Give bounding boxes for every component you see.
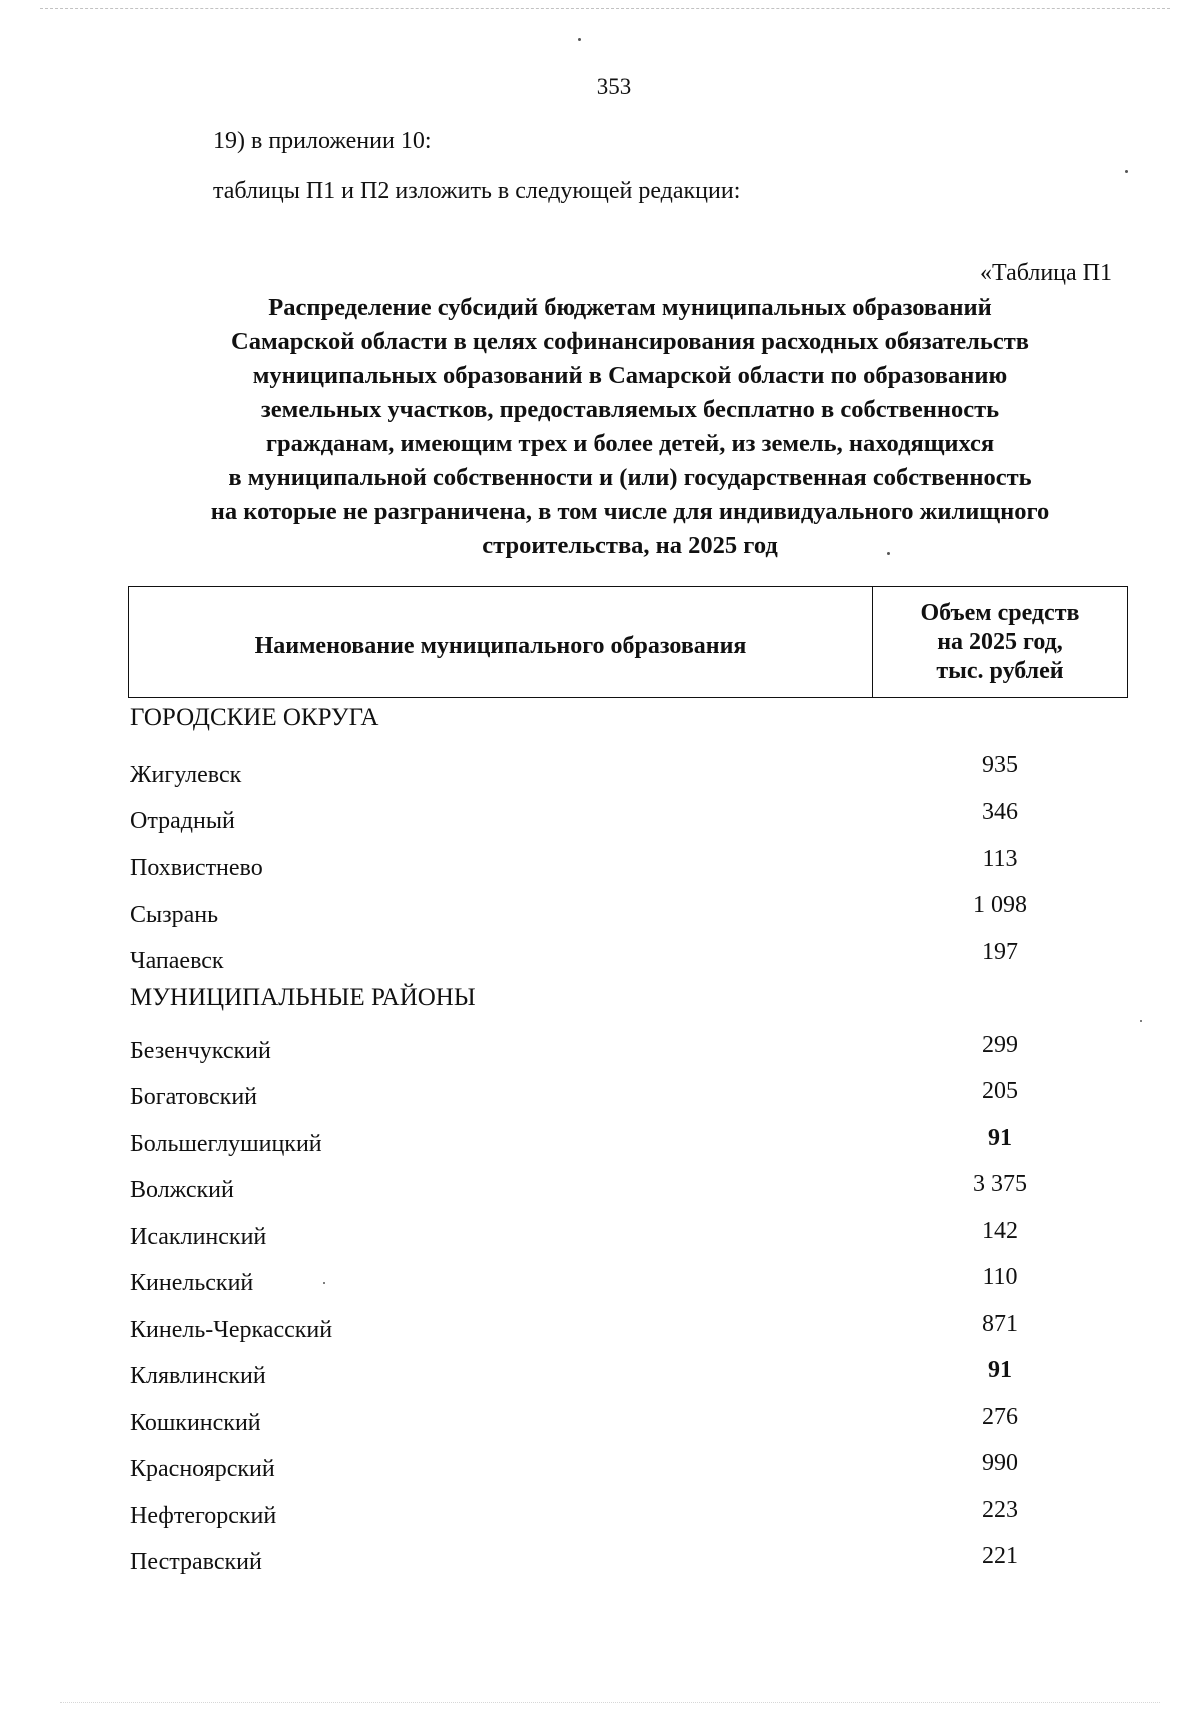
row-value: 276 [982,1404,1018,1430]
column-header-name: Наименование муниципального образования [129,587,873,697]
row-value: 221 [982,1543,1018,1569]
row-name: Нефтегорский [130,1503,277,1529]
scan-edge-top [40,8,1170,9]
row-name: Сызрань [130,902,219,928]
row-name: Кошкинский [130,1410,261,1436]
row-name: Похвистнево [130,855,263,881]
table-label: «Таблица П1 [980,260,1112,286]
intro-instruction: таблицы П1 и П2 изложить в следующей редакции: [213,178,741,204]
title-line: Самарской области в целях софинансирования расходных обязательств [231,328,1029,355]
intro-item: 19) в приложении 10: [213,128,432,154]
table-header [128,586,1128,698]
section-heading: МУНИЦИПАЛЬНЫЕ РАЙОНЫ [130,984,476,1011]
row-name: Отрадный [130,808,235,834]
row-name: Клявлинский [130,1363,266,1389]
row-value: 223 [982,1497,1018,1523]
row-name: Пестравский [130,1549,262,1575]
scan-speck [1140,1020,1142,1022]
row-name: Волжский [130,1177,234,1203]
row-name: Исаклинский [130,1224,267,1250]
row-value: 113 [982,846,1018,872]
column-header-amount-line: на 2025 год, [937,628,1063,655]
section-heading: ГОРОДСКИЕ ОКРУГА [130,704,379,731]
row-value: 91 [988,1125,1012,1151]
row-name: Кинельский [130,1270,254,1296]
title-line: строительства, на 2025 год [482,532,778,559]
row-name: Красноярский [130,1456,275,1482]
row-name: Кинель-Черкасский [130,1317,333,1343]
row-value: 935 [982,752,1018,778]
column-header-amount [873,587,1127,697]
row-value: 871 [982,1311,1018,1337]
column-header-amount-line: Объем средств [920,599,1080,626]
title-line: в муниципальной собственности и (или) государственная собственность [228,464,1032,491]
scan-speck [323,1282,325,1284]
title-line: на которые не разграничена, в том числе для индивидуального жилищного [210,498,1050,525]
scan-edge-bottom [60,1702,1160,1703]
row-value: 1 098 [973,892,1027,918]
row-name: Чапаевск [130,948,224,974]
title-line: муниципальных образований в Самарской области по образованию [252,362,1008,389]
title-line: Распределение субсидий бюджетам муниципальных образований [268,294,992,321]
row-value: 197 [982,939,1018,965]
row-value: 142 [982,1218,1018,1244]
title-line: гражданам, имеющим трех и более детей, из земель, находящихся [265,430,995,457]
scan-speck [887,552,890,555]
row-value: 346 [982,799,1018,825]
page-number: 353 [596,74,632,99]
row-name: Безенчукский [130,1038,271,1064]
column-header-amount-line: тыс. рублей [936,657,1064,684]
scan-speck [578,38,581,41]
title-line: земельных участков, предоставляемых бесплатно в собственность [260,396,1000,423]
row-name: Жигулевск [130,762,242,788]
row-value: 990 [982,1450,1018,1476]
row-value: 205 [982,1078,1018,1104]
row-name: Большеглушицкий [130,1131,322,1157]
row-value: 110 [982,1264,1018,1290]
row-value: 299 [982,1032,1018,1058]
scan-speck [1125,170,1128,173]
row-name: Богатовский [130,1084,258,1110]
row-value: 3 375 [973,1171,1027,1197]
document-title [120,291,1140,563]
row-value: 91 [988,1357,1012,1383]
